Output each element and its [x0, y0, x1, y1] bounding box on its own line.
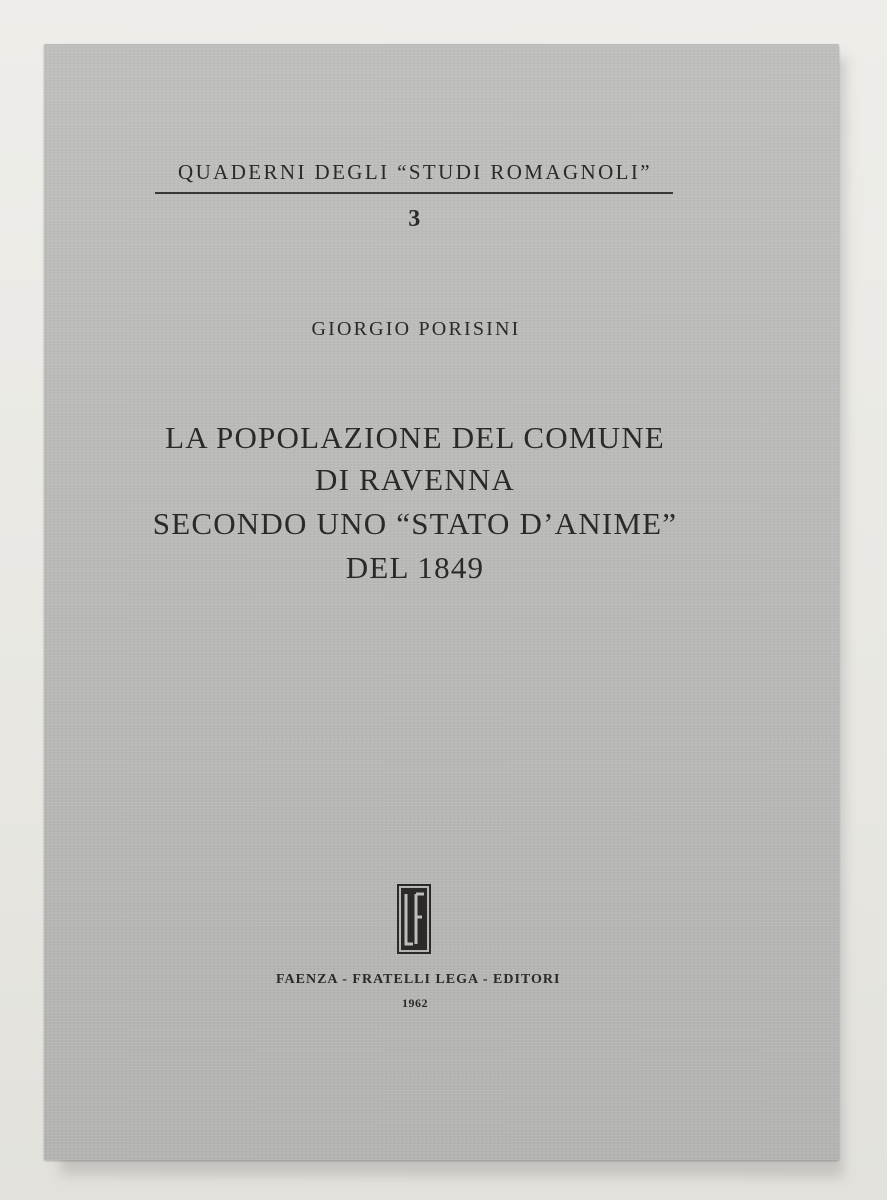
publisher-monogram-icon — [397, 884, 431, 954]
title-line-3: SECONDO UNO “STATO D’ANIME” — [152, 506, 678, 541]
title-line-2: DI RAVENNA — [314, 462, 515, 497]
publisher-line: FAENZA - FRATELLI LEGA - EDITORI — [276, 972, 561, 987]
title-line-4: DEL 1849 — [345, 550, 485, 585]
series-title: QUADERNI DEGLI “STUDI ROMAGNOLI” — [178, 160, 652, 184]
title-line-1: LA POPOLAZIONE DEL COMUNE — [165, 420, 665, 455]
author-name: GIORGIO PORISINI — [311, 318, 521, 340]
book-cover — [44, 44, 839, 1160]
series-underline — [155, 192, 673, 194]
series-number: 3 — [408, 206, 422, 232]
publication-year: 1962 — [402, 996, 428, 1010]
